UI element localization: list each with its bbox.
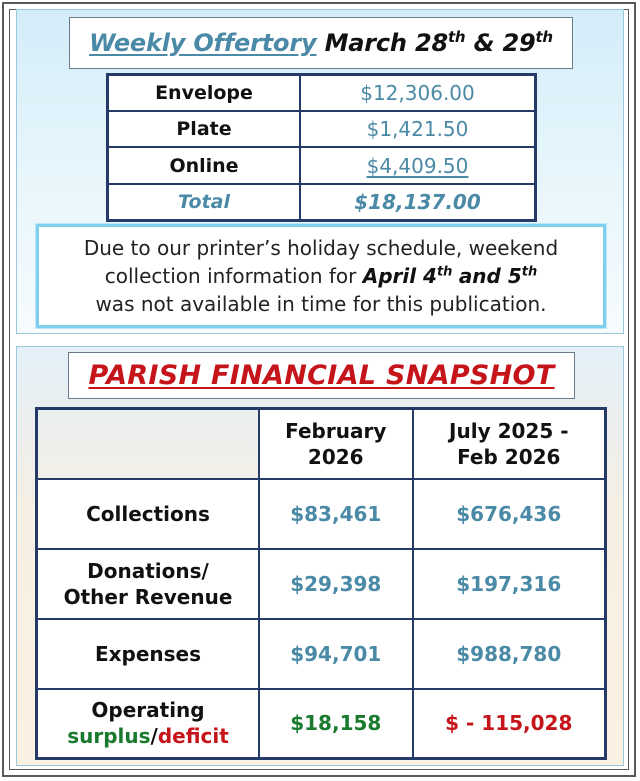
row-label: Plate — [108, 111, 301, 147]
notice-sup-2: th — [521, 264, 538, 280]
value-february: $29,398 — [259, 549, 413, 619]
notice-sup-1: th — [436, 264, 453, 280]
row-label — [37, 689, 260, 759]
table-row — [37, 479, 606, 549]
value-february-surplus: $18,158 — [259, 689, 413, 759]
notice-line-2 — [84, 262, 558, 290]
row-label: Envelope — [108, 75, 301, 112]
row-label — [37, 479, 260, 549]
snapshot-panel — [16, 346, 624, 766]
value-ytd-deficit: $ - 115,028 — [413, 689, 606, 759]
offertory-title-prefix: Weekly Offertory — [89, 29, 317, 57]
notice-text — [84, 234, 558, 318]
row-amount: $12,306.00 — [300, 75, 536, 112]
title-amp: & 29 — [473, 29, 536, 57]
row-amount-cell — [300, 147, 536, 183]
slash: / — [150, 724, 158, 749]
table-row — [108, 147, 536, 183]
col-header-ytd — [413, 409, 606, 479]
value-ytd: $988,780 — [413, 619, 606, 689]
col-header-line: July 2025 - — [449, 418, 569, 443]
value-february: $83,461 — [259, 479, 413, 549]
title-sup-1: th — [447, 28, 466, 46]
notice-line-2-pre: collection information for — [104, 264, 357, 288]
total-label: Total — [108, 184, 301, 221]
offertory-title-dates — [325, 29, 553, 57]
title-month: March 28 — [324, 29, 448, 57]
col-header-february — [259, 409, 413, 479]
deficit-word: deficit — [157, 724, 229, 749]
notice-date-1: April 4 — [362, 264, 437, 288]
value-ytd: $197,316 — [413, 549, 606, 619]
total-row — [108, 184, 536, 221]
surplus-deficit-label — [38, 723, 258, 749]
table-row — [37, 619, 606, 689]
notice-box — [36, 224, 606, 328]
col-header-line: Feb 2026 — [457, 444, 561, 469]
surplus-word: surplus — [67, 724, 151, 749]
table-row — [108, 75, 536, 112]
col-header-line: 2026 — [307, 444, 364, 469]
table-row — [37, 549, 606, 619]
row-label-line: Other Revenue — [63, 584, 233, 609]
col-header-line: February — [285, 418, 387, 443]
snapshot-title: PARISH FINANCIAL SNAPSHOT — [68, 352, 575, 399]
notice-date-2: and 5 — [458, 264, 522, 288]
snapshot-table — [35, 407, 607, 760]
row-label-line: Expenses — [94, 641, 202, 666]
total-amount: $18,137.00 — [300, 184, 536, 221]
row-label-line: Collections — [86, 501, 210, 526]
corner-cell — [37, 409, 260, 479]
row-label: Online — [108, 147, 301, 183]
row-label-line: Donations/ — [87, 558, 209, 583]
value-february: $94,701 — [259, 619, 413, 689]
offertory-title — [69, 17, 573, 69]
header-row — [37, 409, 606, 479]
row-amount: $1,421.50 — [300, 111, 536, 147]
title-sup-2: th — [535, 28, 553, 46]
operating-row — [37, 689, 606, 759]
table-row — [108, 111, 536, 147]
row-amount: $4,409.50 — [366, 153, 469, 178]
offertory-panel — [16, 9, 624, 334]
row-label-line: Operating — [91, 698, 205, 723]
value-ytd: $676,436 — [413, 479, 606, 549]
row-label — [37, 549, 260, 619]
offertory-table — [106, 73, 537, 222]
notice-line-3: was not available in time for this publication. — [95, 292, 547, 316]
row-label — [37, 619, 260, 689]
notice-line-1: Due to our printer’s holiday schedule, weekend — [83, 236, 559, 260]
